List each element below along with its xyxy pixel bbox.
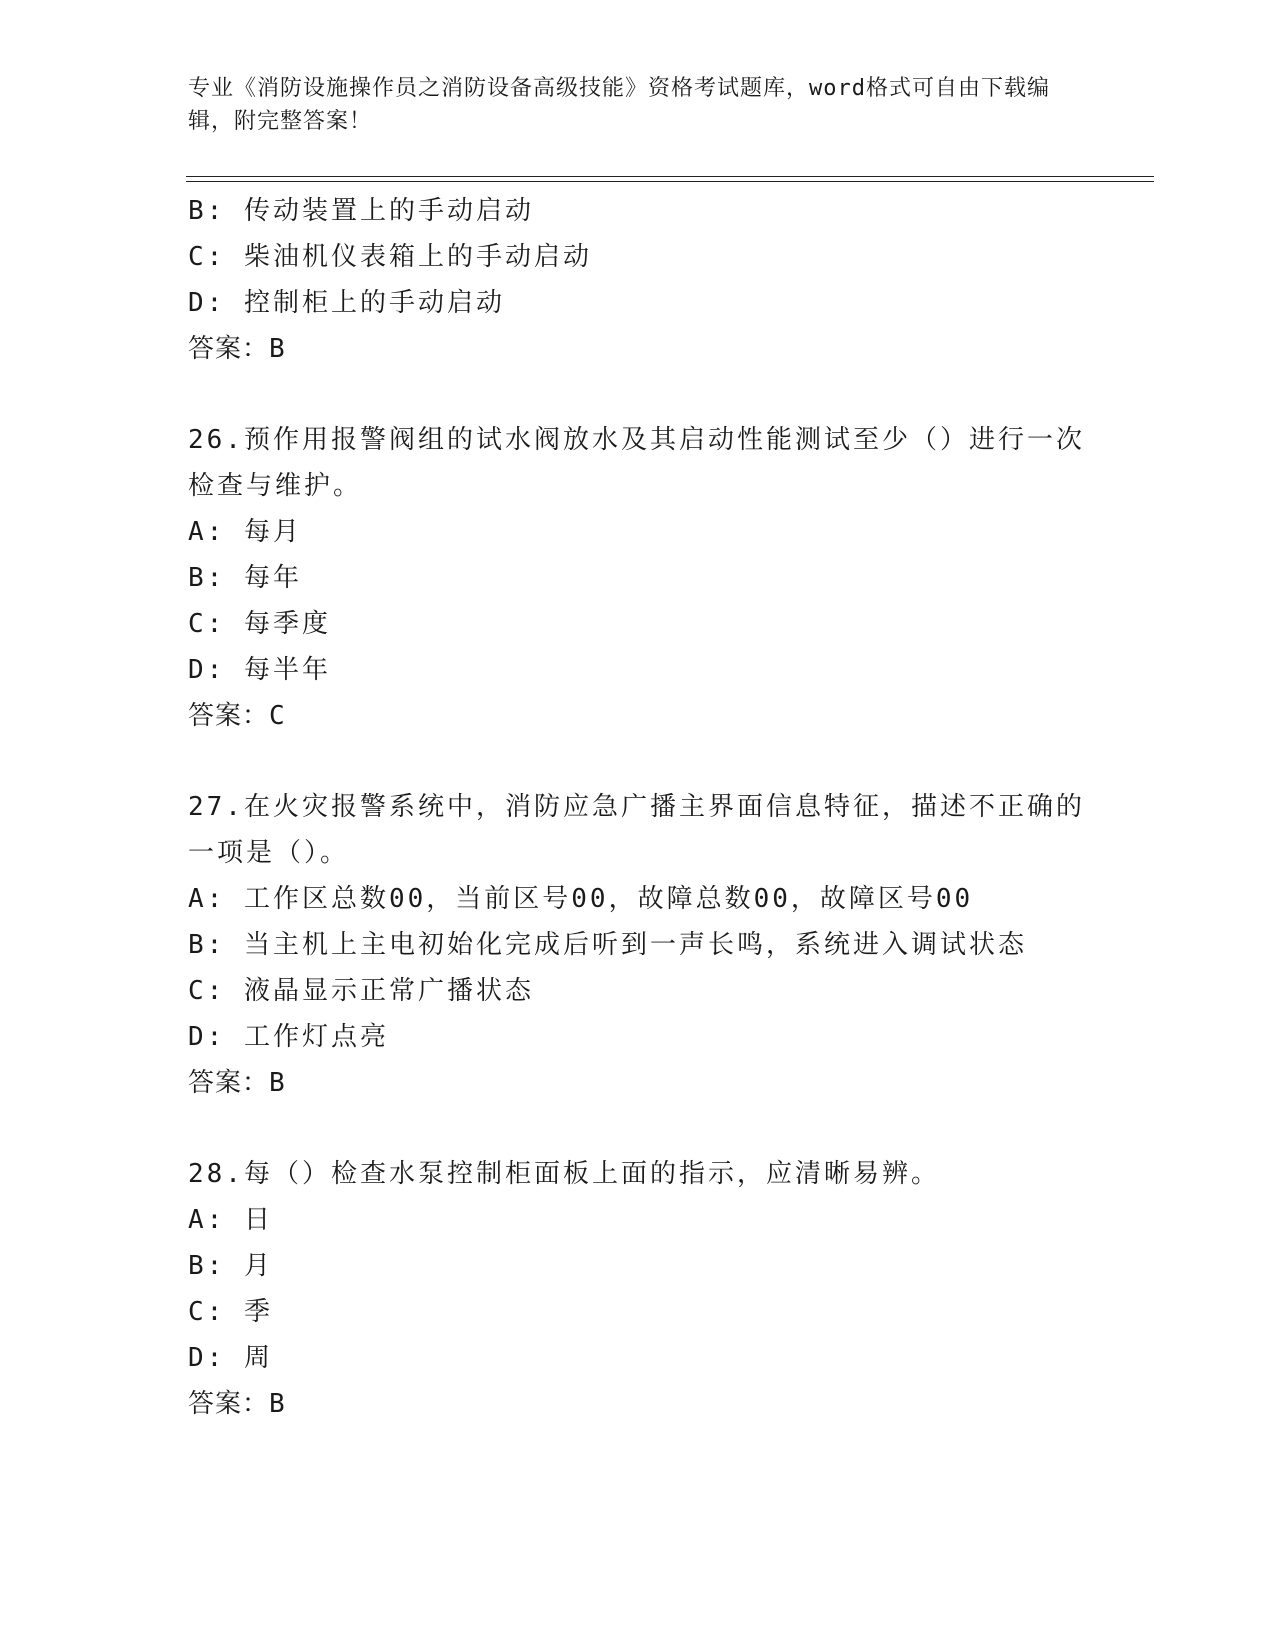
option-a: A: 工作区总数00，当前区号00，故障总数00，故障区号00: [188, 884, 974, 914]
answer: 答案：C: [188, 701, 286, 731]
option-b: B: 当主机上主电初始化完成后听到一声长鸣，系统进入调试状态: [188, 930, 1027, 960]
document-body: [188, 188, 1088, 1427]
option-b: B: 传动装置上的手动启动: [188, 196, 534, 226]
option-d: D: 周: [188, 1343, 273, 1373]
option-d: D: 每半年: [188, 655, 331, 685]
option-d: D: 工作灯点亮: [188, 1022, 389, 1052]
option-d: D: 控制柜上的手动启动: [188, 288, 505, 318]
header-rule-bottom: [186, 181, 1154, 182]
header-rule-top: [186, 176, 1154, 177]
option-c: C: 每季度: [188, 609, 331, 639]
answer: 答案：B: [188, 1389, 286, 1419]
option-c: C: 季: [188, 1297, 273, 1327]
option-a: A: 每月: [188, 517, 302, 547]
answer: 答案：B: [188, 1068, 286, 1098]
question-text-line1: 26.预作用报警阀组的试水阀放水及其启动性能测试至少（）进行一次: [188, 425, 1085, 455]
question-text-line1: 27.在火灾报警系统中，消防应急广播主界面信息特征，描述不正确的: [188, 792, 1085, 822]
question-text-line2: 检查与维护。: [188, 471, 363, 501]
option-c: C: 液晶显示正常广播状态: [188, 976, 534, 1006]
answer: 答案：B: [188, 334, 286, 364]
question-27: [188, 784, 1088, 1106]
question-26: [188, 417, 1088, 739]
option-a: A: 日: [188, 1205, 273, 1235]
question-28: [188, 1151, 1088, 1427]
option-b: B: 月: [188, 1251, 273, 1281]
document-header: 专业《消防设施操作员之消防设备高级技能》资格考试题库，word格式可自由下载编辑，附完整答案！: [188, 76, 1050, 134]
option-b: B: 每年: [188, 563, 302, 593]
option-c: C: 柴油机仪表箱上的手动启动: [188, 242, 592, 272]
prev-question-options: [188, 188, 1088, 372]
question-text-line2: 一项是（）。: [188, 838, 350, 868]
question-text-line1: 28.每（）检查水泵控制柜面板上面的指示，应清晰易辨。: [188, 1159, 940, 1189]
